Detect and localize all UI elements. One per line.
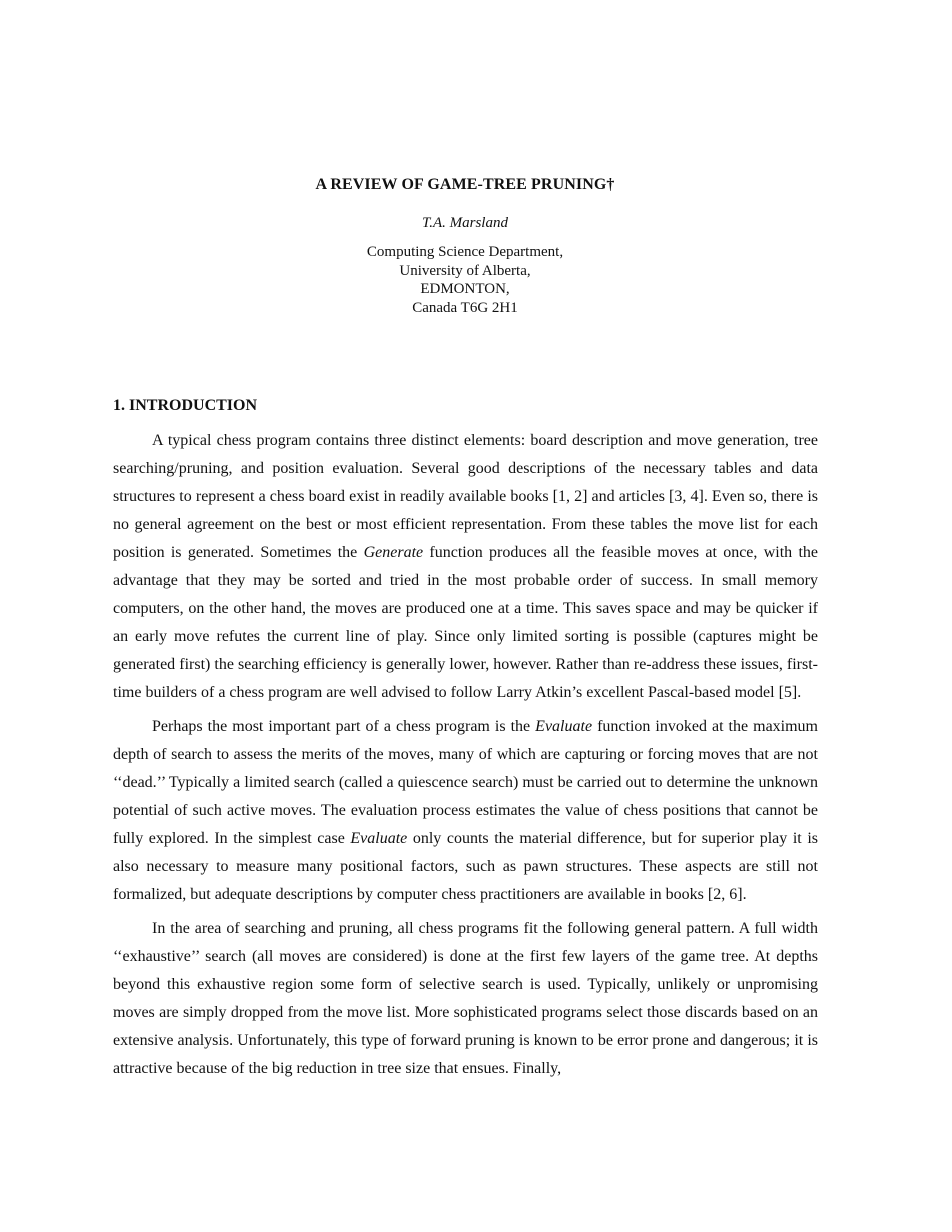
text-run: function invoked at the maximum depth of search to assess the merits of the moves, many of which are capturing or forcing moves that are not ‘‘dead.’’ Typically a limited search (called a quiescence search) must be carried out to determine the unknown potential of such active moves. The evaluation process estimates the value of chess positions that cannot be fully explored. In the simplest case xyxy=(113,718,819,847)
paper-title: A REVIEW OF GAME-TREE PRUNING† xyxy=(315,176,615,193)
author-name: T.A. Marsland xyxy=(422,215,508,231)
section-body xyxy=(113,427,818,1089)
text-run: Perhaps the most important part of a chess program is the xyxy=(152,718,536,735)
function-name-italic: Generate xyxy=(363,544,424,561)
section-heading: 1. INTRODUCTION xyxy=(113,397,258,414)
paragraph xyxy=(113,427,818,707)
affiliation-line: Canada T6G 2H1 xyxy=(412,299,518,316)
affiliation-line: EDMONTON, xyxy=(420,281,510,297)
paragraph xyxy=(113,713,818,909)
affiliation-block xyxy=(0,243,930,317)
paragraph xyxy=(113,915,818,1083)
text-run: only counts the material difference, but for superior play it is also necessary to measure many positional factors, such as pawn structures. These aspects are still not formalized, but adequate descriptions by computer chess practitioners are available in books [2, 6]. xyxy=(113,830,818,903)
affiliation-line: University of Alberta, xyxy=(399,262,531,279)
affiliation-line: Computing Science Department, xyxy=(366,244,564,260)
function-name-italic: Evaluate xyxy=(350,830,408,847)
text-run: A typical chess program contains three distinct elements: board description and move generation, tree searching/pruning, and position evaluation. Several good descriptions of the necessary tables and data structures to represent a chess board exist in readily available books [1, 2] and articles [3, 4]. Even so, there is no general agreement on the best or most efficient representation. From these tables the move list for each position is generated. Sometimes the xyxy=(113,432,818,561)
text-run: function produces all the feasible moves at once, with the advantage that they may be sorted and tried in the most probable order of success. In small memory computers, on the other hand, the moves are produced one at a time. This saves space and may be quicker if an early move refutes the current line of play. Since only limited sorting is possible (captures might be generated first) the searching efficiency is generally lower, however. Rather than re-address these issues, first-time builders of a chess program are well advised to follow Larry Atkin’s excellent Pascal-based model [5]. xyxy=(113,544,818,701)
function-name-italic: Evaluate xyxy=(535,718,593,735)
text-run: In the area of searching and pruning, all chess programs fit the following general pattern. A full width ‘‘exhaustive’’ search (all moves are considered) is done at the first few layers of the game tree. At depths beyond this exhaustive region some form of selective search is used. Typically, unlikely or unpromising moves are simply dropped from the move list. More sophisticated programs select those discards based on an extensive analysis. Unfortunately, this type of forward pruning is known to be error prone and dangerous; it is attractive because of the big reduction in tree size that ensues. Finally, xyxy=(113,920,818,1077)
